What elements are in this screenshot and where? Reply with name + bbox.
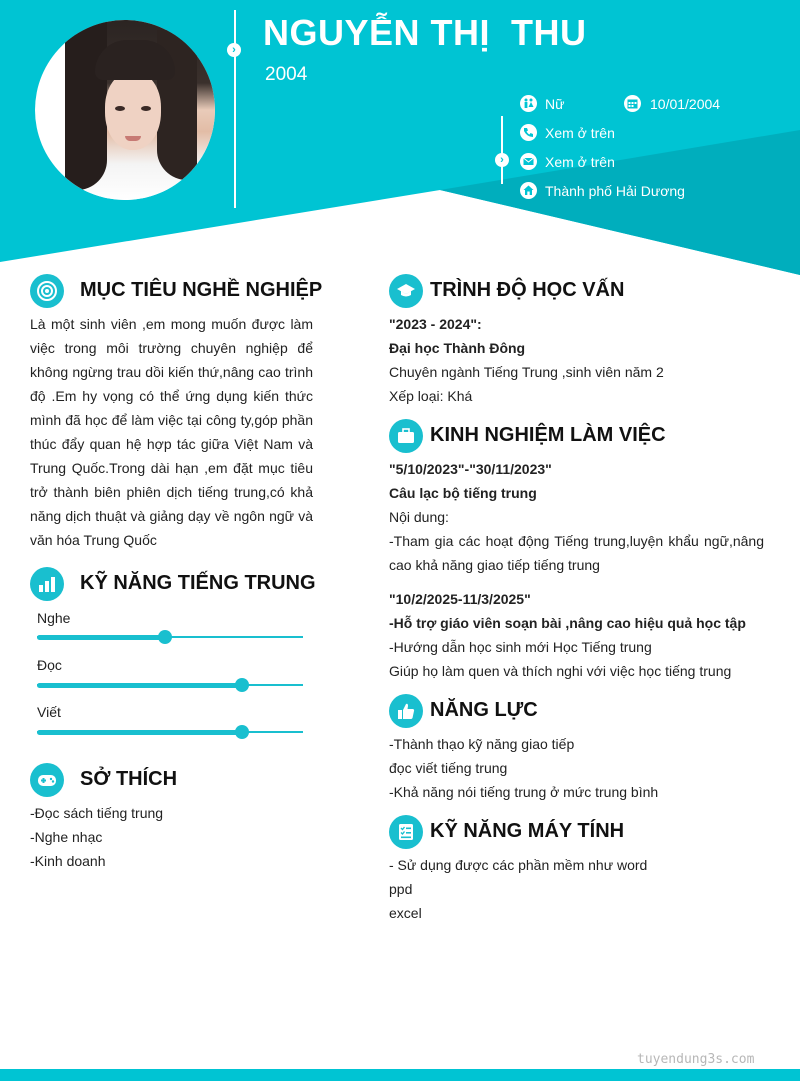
- skill-fill: [37, 635, 165, 640]
- section-title-career-goal: MỤC TIÊU NGHỀ NGHIỆP: [80, 279, 323, 301]
- education-period: "2023 - 2024":: [389, 316, 482, 332]
- watermark: tuyendung3s.com: [637, 1052, 755, 1067]
- skill-bar-reading: [37, 684, 303, 686]
- list-item: đọc viết tiếng trung: [389, 760, 508, 776]
- experience-line: Giúp họ làm quen và thích nghi với việc học tiếng trung: [389, 663, 732, 679]
- birth-year: 2004: [265, 64, 308, 85]
- contact-address: Thành phố Hải Dương: [545, 183, 685, 199]
- contact-phone[interactable]: Xem ở trên: [545, 125, 615, 141]
- list-item: -Đọc sách tiếng trung: [30, 805, 164, 821]
- skill-label-reading: Đọc: [37, 657, 62, 673]
- section-title-computer-skills: KỸ NĂNG MÁY TÍNH: [430, 820, 625, 842]
- skill-knob: [235, 725, 249, 739]
- experience-line: -Tham gia các hoạt động Tiếng trung,luyện khẩu ngữ,nâng cao khả năng giao tiếp tiếng trung: [389, 533, 764, 573]
- education-major: Chuyên ngành Tiếng Trung ,sinh viên năm 2: [389, 364, 664, 380]
- experience-org: -Hỗ trợ giáo viên soạn bài ,nâng cao hiệu quả học tập: [389, 615, 746, 631]
- checklist-icon: [389, 815, 423, 849]
- contact-birthdate: 10/01/2004: [650, 96, 721, 112]
- graduation-cap-icon: [389, 274, 423, 308]
- experience-period: "5/10/2023"-"30/11/2023": [389, 461, 552, 477]
- section-title-experience: KINH NGHIỆM LÀM VIỆC: [430, 424, 666, 446]
- contact-email[interactable]: Xem ở trên: [545, 154, 615, 170]
- bar-chart-icon: [30, 567, 64, 601]
- thumbs-up-icon: [389, 694, 423, 728]
- contact-gender: Nữ: [545, 96, 565, 112]
- experience-entry: [389, 587, 764, 683]
- computer-skills-list: [389, 853, 647, 925]
- gender-icon: [520, 95, 537, 112]
- section-title-chinese-skills: KỸ NĂNG TIẾNG TRUNG: [80, 572, 316, 594]
- header-divider: [234, 10, 236, 208]
- chevron-right-icon: ›: [495, 153, 509, 167]
- hobbies-list: [30, 801, 163, 873]
- skill-fill: [37, 730, 242, 735]
- list-item: -Khả năng nói tiếng trung ở mức trung bình: [389, 784, 659, 800]
- section-title-education: TRÌNH ĐỘ HỌC VẤN: [430, 279, 625, 301]
- list-item: - Sử dụng được các phần mềm như word: [389, 857, 648, 873]
- phone-icon: [520, 124, 537, 141]
- footer-bar: [0, 1069, 800, 1081]
- skill-bar-listening: [37, 636, 303, 638]
- abilities-list: [389, 732, 658, 804]
- experience-period: "10/2/2025-11/3/2025": [389, 591, 531, 607]
- experience-line: Nội dung:: [389, 509, 449, 525]
- list-item: ppd: [389, 881, 413, 897]
- contact-divider: [501, 116, 503, 184]
- career-goal-text: Là một sinh viên ,em mong muốn được làm việc trong môi trường chuyên nghiệp để không ngừng trau dồi kiến thứ,nâng cao trình độ .Em hy vọng có thể ứng dụng kiến thức mình đã học để làm việc tại công ty,góp phần thúc đẩy quan hệ hợp tác giữa Việt Nam và Trung Quốc.Trong dài hạn ,em đặt mục tiêu trở thành biên phiên dịch tiếng trung,có khả năng dịch thuật và giảng dạy về ngôn ngữ và văn hóa Trung Quốc: [30, 316, 313, 548]
- skill-label-writing: Viết: [37, 704, 61, 720]
- education-grade: Xếp loại: Khá: [389, 388, 473, 404]
- skill-fill: [37, 683, 242, 688]
- calendar-icon: [624, 95, 641, 112]
- gamepad-icon: [30, 763, 64, 797]
- education-school: Đại học Thành Đông: [389, 340, 526, 356]
- section-title-abilities: NĂNG LỰC: [430, 699, 538, 721]
- email-icon: [520, 153, 537, 170]
- skill-knob: [235, 678, 249, 692]
- experience-line: -Hướng dẫn học sinh mới Học Tiếng trung: [389, 639, 652, 655]
- list-item: -Nghe nhạc: [30, 829, 103, 845]
- list-item: excel: [389, 905, 422, 921]
- experience-org: Câu lạc bộ tiếng trung: [389, 485, 537, 501]
- home-icon: [520, 182, 537, 199]
- skill-label-listening: Nghe: [37, 610, 71, 626]
- skill-knob: [158, 630, 172, 644]
- list-item: -Kinh doanh: [30, 853, 106, 869]
- briefcase-icon: [389, 419, 423, 453]
- education-details: [389, 312, 664, 408]
- candidate-name: NGUYỄN THỊ THU: [263, 12, 587, 53]
- list-item: -Thành thạo kỹ năng giao tiếp: [389, 736, 575, 752]
- skill-bar-writing: [37, 731, 303, 733]
- chevron-right-icon: ›: [227, 43, 241, 57]
- target-icon: [30, 274, 64, 308]
- header: [0, 0, 800, 275]
- experience-entry: [389, 457, 764, 577]
- section-title-hobbies: SỞ THÍCH: [80, 768, 178, 790]
- avatar: [35, 20, 215, 200]
